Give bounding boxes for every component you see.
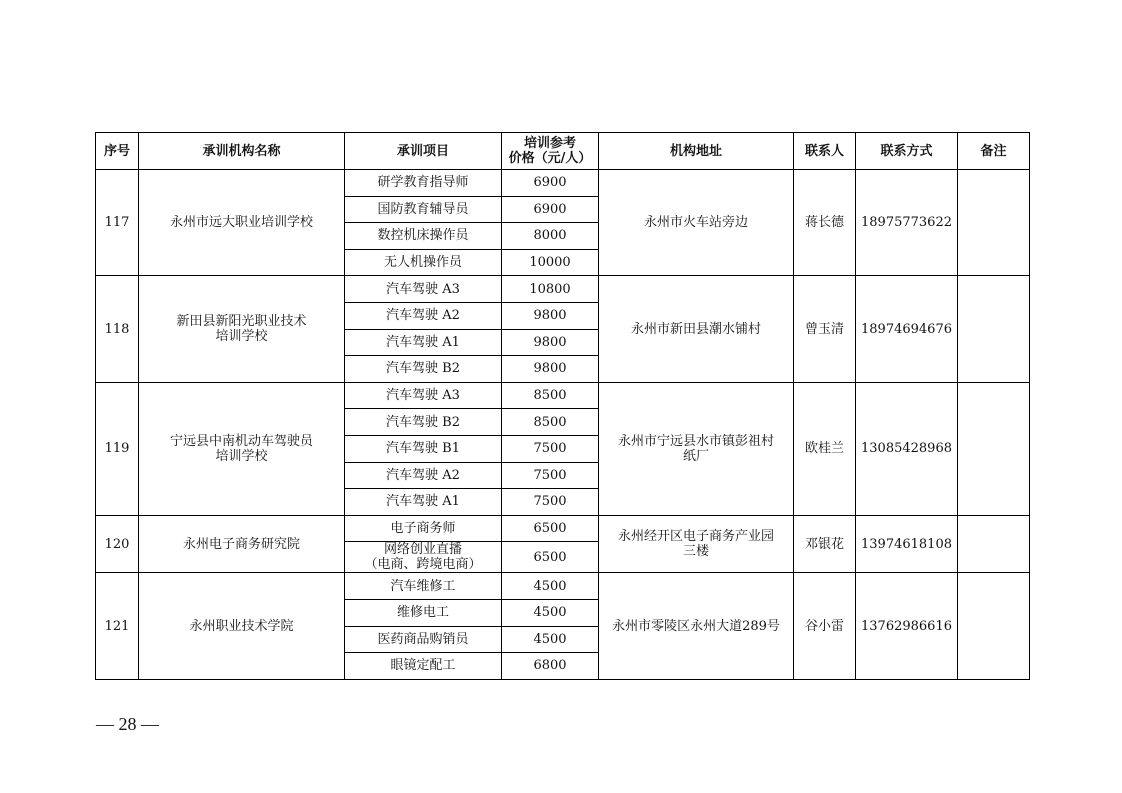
price-cell: 8000 <box>502 223 599 250</box>
serial-cell: 120 <box>96 515 139 573</box>
project-cell: 汽车驾驶 B1 <box>345 435 502 462</box>
header-contact: 联系人 <box>794 133 856 170</box>
serial-cell: 121 <box>96 573 139 679</box>
header-serial: 序号 <box>96 133 139 170</box>
price-cell: 6500 <box>502 542 599 573</box>
remark-cell <box>958 573 1030 679</box>
project-cell: 汽车驾驶 A1 <box>345 489 502 516</box>
project-cell: 数控机床操作员 <box>345 223 502 250</box>
project-cell: 研学教育指导师 <box>345 170 502 197</box>
address-cell: 永州市零陵区永州大道289号 <box>599 573 794 679</box>
price-cell: 10000 <box>502 249 599 276</box>
contact-cell: 蒋长德 <box>794 170 856 276</box>
phone-cell: 13085428968 <box>856 382 958 515</box>
project-cell: 汽车驾驶 A1 <box>345 329 502 356</box>
project-cell: 汽车驾驶 B2 <box>345 409 502 436</box>
price-cell: 9800 <box>502 356 599 383</box>
table-row <box>96 382 1030 409</box>
project-cell: 眼镜定配工 <box>345 653 502 680</box>
price-cell: 6900 <box>502 196 599 223</box>
price-cell: 4500 <box>502 599 599 626</box>
price-cell: 6500 <box>502 515 599 542</box>
project-cell: 汽车驾驶 A3 <box>345 382 502 409</box>
org-name-cell: 永州电子商务研究院 <box>139 515 345 573</box>
price-cell: 4500 <box>502 626 599 653</box>
org-name-cell: 永州市远大职业培训学校 <box>139 170 345 276</box>
contact-cell: 曾玉清 <box>794 276 856 382</box>
header-row <box>96 133 1030 170</box>
price-cell: 7500 <box>502 462 599 489</box>
table-row <box>96 276 1030 303</box>
project-cell: 医药商品购销员 <box>345 626 502 653</box>
price-cell: 7500 <box>502 435 599 462</box>
header-org-name: 承训机构名称 <box>139 133 345 170</box>
project-cell: 汽车维修工 <box>345 573 502 600</box>
project-cell: 汽车驾驶 A3 <box>345 276 502 303</box>
phone-cell: 18975773622 <box>856 170 958 276</box>
project-cell: 汽车驾驶 B2 <box>345 356 502 383</box>
remark-cell <box>958 170 1030 276</box>
phone-cell: 13762986616 <box>856 573 958 679</box>
org-name-cell: 新田县新阳光职业技术 培训学校 <box>139 276 345 382</box>
header-address: 机构地址 <box>599 133 794 170</box>
project-cell: 维修电工 <box>345 599 502 626</box>
price-cell: 8500 <box>502 382 599 409</box>
phone-cell: 13974618108 <box>856 515 958 573</box>
header-project: 承训项目 <box>345 133 502 170</box>
project-cell: 无人机操作员 <box>345 249 502 276</box>
address-cell: 永州市火车站旁边 <box>599 170 794 276</box>
contact-cell: 欧桂兰 <box>794 382 856 515</box>
remark-cell <box>958 276 1030 382</box>
price-cell: 6900 <box>502 170 599 197</box>
price-cell: 6800 <box>502 653 599 680</box>
remark-cell <box>958 382 1030 515</box>
project-cell: 汽车驾驶 A2 <box>345 462 502 489</box>
org-name-cell: 永州职业技术学院 <box>139 573 345 679</box>
price-cell: 8500 <box>502 409 599 436</box>
remark-cell <box>958 515 1030 573</box>
contact-cell: 谷小雷 <box>794 573 856 679</box>
header-phone: 联系方式 <box>856 133 958 170</box>
price-cell: 9800 <box>502 302 599 329</box>
org-name-cell: 宁远县中南机动车驾驶员 培训学校 <box>139 382 345 515</box>
project-cell: 电子商务师 <box>345 515 502 542</box>
price-cell: 7500 <box>502 489 599 516</box>
table-body <box>96 170 1030 680</box>
project-cell: 国防教育辅导员 <box>345 196 502 223</box>
serial-cell: 119 <box>96 382 139 515</box>
contact-cell: 邓银花 <box>794 515 856 573</box>
header-price: 培训参考 价格（元/人） <box>502 133 599 170</box>
project-cell: 汽车驾驶 A2 <box>345 302 502 329</box>
table-row <box>96 515 1030 542</box>
address-cell: 永州经开区电子商务产业园 三楼 <box>599 515 794 573</box>
page-number: — 28 — <box>96 714 159 734</box>
price-cell: 4500 <box>502 573 599 600</box>
header-remark: 备注 <box>958 133 1030 170</box>
table-row <box>96 170 1030 197</box>
address-cell: 永州市宁远县水市镇彭祖村 纸厂 <box>599 382 794 515</box>
address-cell: 永州市新田县潮水铺村 <box>599 276 794 382</box>
training-institutions-table <box>95 132 1030 680</box>
table-row <box>96 573 1030 600</box>
price-cell: 10800 <box>502 276 599 303</box>
serial-cell: 118 <box>96 276 139 382</box>
price-cell: 9800 <box>502 329 599 356</box>
serial-cell: 117 <box>96 170 139 276</box>
phone-cell: 18974694676 <box>856 276 958 382</box>
project-cell: 网络创业直播 （电商、跨境电商） <box>345 542 502 573</box>
